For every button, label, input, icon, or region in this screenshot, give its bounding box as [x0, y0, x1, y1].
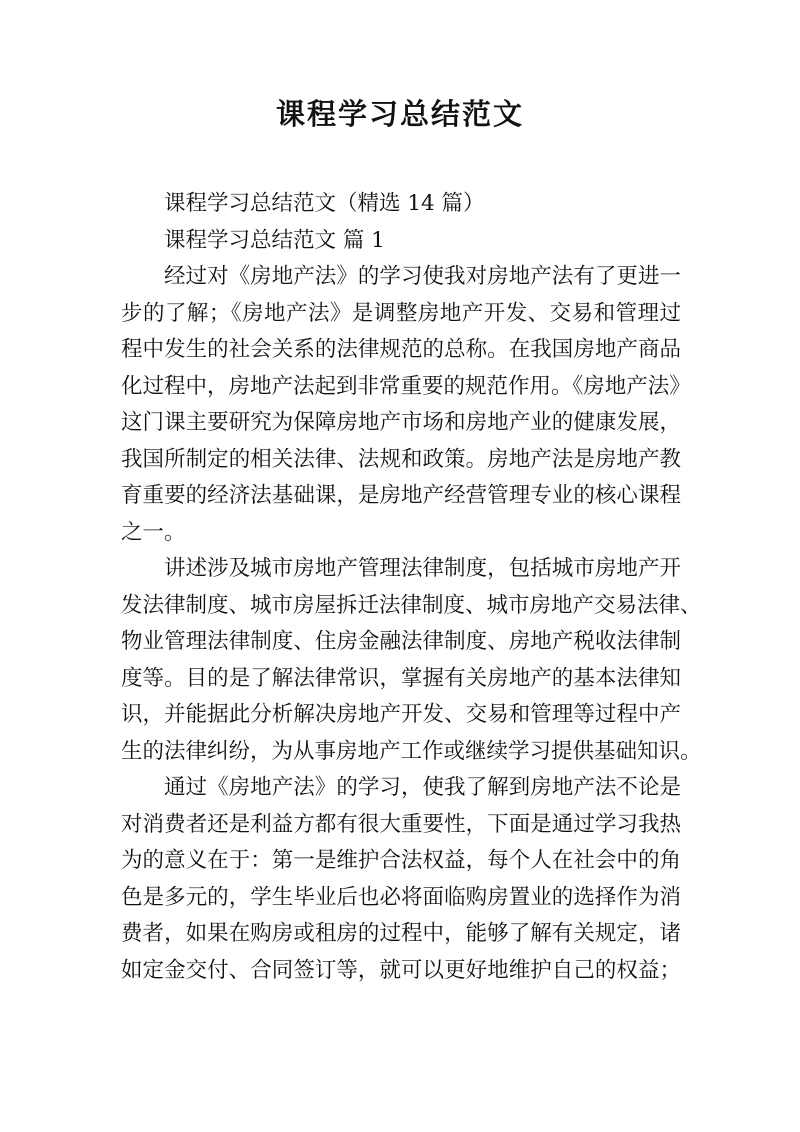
paragraph-line: 物业管理法律制度、住房金融法律制度、房地产税收法律制 [121, 629, 681, 654]
document-title: 课程学习总结范文 [275, 97, 524, 131]
paragraph-line: 为的意义在于：第一是维护合法权益，每个人在社会中的角 [121, 848, 681, 873]
paragraph-line: 度等。目的是了解法律常识，掌握有关房地产的基本法律知 [121, 665, 681, 691]
paragraph-line: 如定金交付、合同签订等，就可以更好地维护自己的权益； [121, 957, 681, 983]
paragraph-line: 我国所制定的相关法律、法规和政策。房地产法是房地产教 [121, 446, 681, 472]
paragraph-line: 色是多元的，学生毕业后也必将面临购房置业的选择作为消 [121, 884, 681, 910]
paragraph-line: 之一。 [121, 519, 186, 545]
paragraph-line: 这门课主要研究为保障房地产市场和房地产业的健康发展， [121, 410, 681, 435]
paragraph-line: 程中发生的社会关系的法律规范的总称。在我国房地产商品 [121, 337, 681, 362]
paragraph-line: 发法律制度、城市房屋拆迁法律制度、城市房地产交易法律、 [121, 592, 702, 618]
paragraph-line: 步的了解；《房地产法》是调整房地产开发、交易和管理过 [121, 300, 681, 326]
paragraph-line: 费者，如果在购房或租房的过程中，能够了解有关规定，诸 [121, 921, 681, 946]
paragraph-line: 生的法律纠纷，为从事房地产工作或继续学习提供基础知识。 [121, 738, 702, 764]
paragraph-3 [121, 770, 681, 989]
paragraph-line: 讲述涉及城市房地产管理法律制度，包括城市房地产开 [164, 556, 681, 581]
paragraph-line: 识，并能据此分析解决房地产开发、交易和管理等过程中产 [121, 702, 681, 727]
paragraph-line: 化过程中，房地产法起到非常重要的规范作用。《房地产法》 [121, 373, 691, 399]
paragraph-1 [121, 259, 691, 551]
paragraph-2 [121, 551, 702, 770]
paragraph-line: 育重要的经济法基础课，是房地产经营管理专业的核心课程 [121, 483, 681, 508]
document-body [121, 186, 702, 989]
section-heading: 课程学习总结范文 篇 1 [164, 227, 385, 253]
paragraph-line: 对消费者还是利益方都有很大重要性，下面是通过学习我热 [121, 811, 681, 837]
paragraph-line: 经过对《房地产法》的学习使我对房地产法有了更进一 [164, 264, 681, 289]
document-subtitle: 课程学习总结范文（精选 14 篇） [164, 191, 485, 216]
paragraph-line: 通过《房地产法》的学习，使我了解到房地产法不论是 [164, 775, 681, 800]
